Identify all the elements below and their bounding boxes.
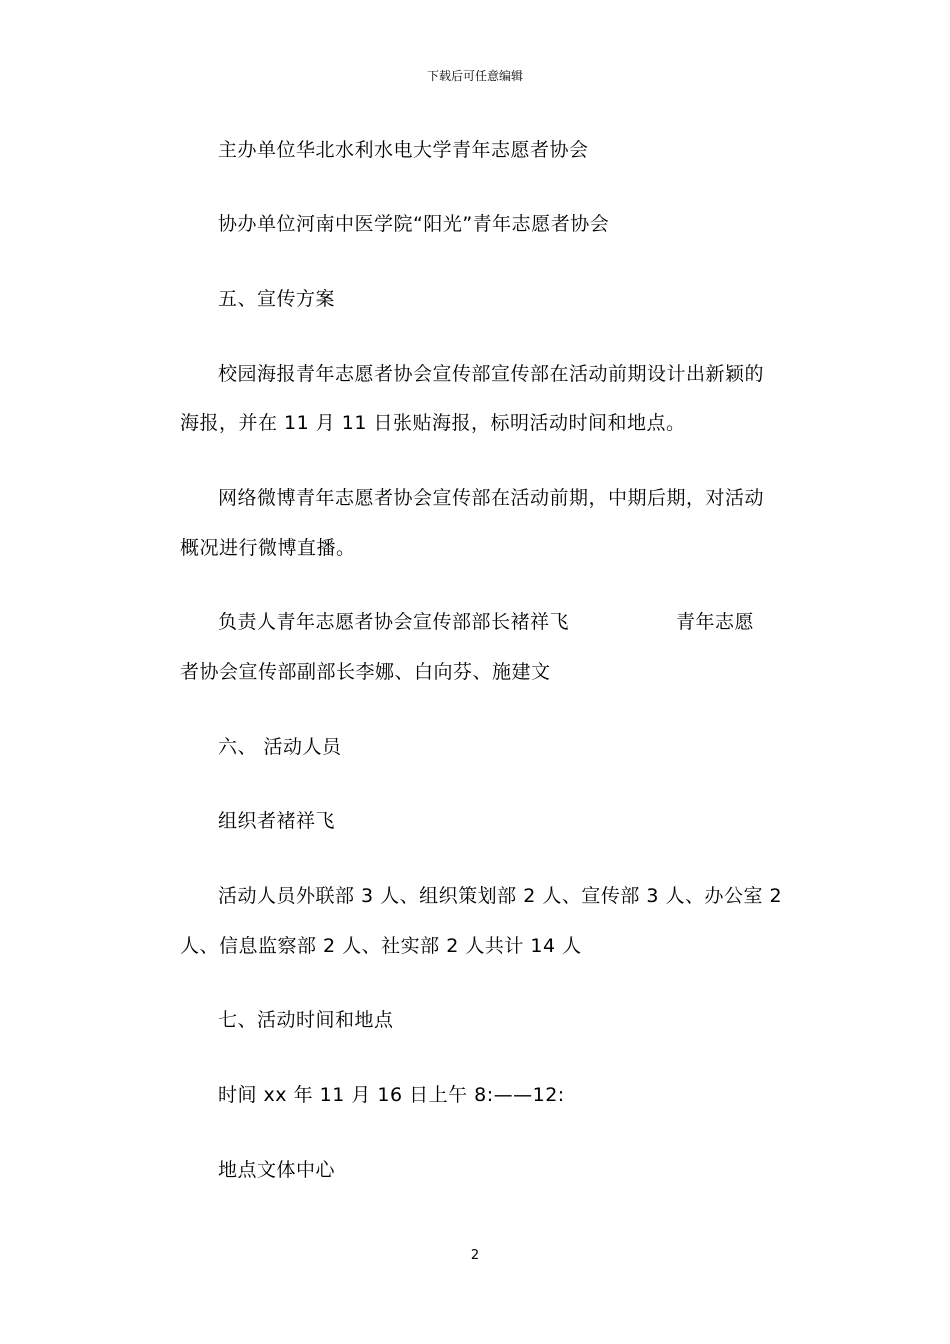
staff-paragraph-line-2: 人、信息监察部 2 人、社实部 2 人共计 14 人: [180, 935, 582, 957]
host-line: 主办单位华北水利水电大学青年志愿者协会: [218, 139, 589, 161]
page-number: 2: [470, 1248, 480, 1263]
lead-paragraph-line-1a: 负责人青年志愿者协会宣传部部长褚祥飞: [218, 611, 570, 633]
section-5-title: 五、宣传方案: [218, 288, 336, 310]
section-6-title: 六、 活动人员: [218, 736, 342, 758]
poster-paragraph-line-2: 海报，并在 11 月 11 日张贴海报，标明活动时间和地点。: [180, 412, 686, 434]
organizer-line: 组织者褚祥飞: [218, 810, 336, 832]
weibo-paragraph-line-2: 概况进行微博直播。: [180, 537, 356, 559]
staff-paragraph-line-1: 活动人员外联部 3 人、组织策划部 2 人、宣传部 3 人、办公室 2: [218, 885, 783, 907]
lead-paragraph-line-2: 者协会宣传部副部长李娜、白向芬、施建文: [180, 661, 551, 683]
time-line: 时间 xx 年 11 月 16 日上午 8:——12:: [218, 1084, 565, 1106]
co-host-line: 协办单位河南中医学院“阳光”青年志愿者协会: [218, 213, 610, 235]
place-line: 地点文体中心: [218, 1159, 336, 1181]
lead-paragraph-line-1b: 青年志愿: [676, 611, 755, 633]
page-header-note: 下载后可任意编辑: [426, 69, 523, 83]
weibo-paragraph-line-1: 网络微博青年志愿者协会宣传部在活动前期，中期后期，对活动: [218, 487, 765, 509]
poster-paragraph-line-1: 校园海报青年志愿者协会宣传部宣传部在活动前期设计出新颖的: [218, 363, 765, 385]
section-7-title: 七、活动时间和地点: [218, 1009, 394, 1031]
